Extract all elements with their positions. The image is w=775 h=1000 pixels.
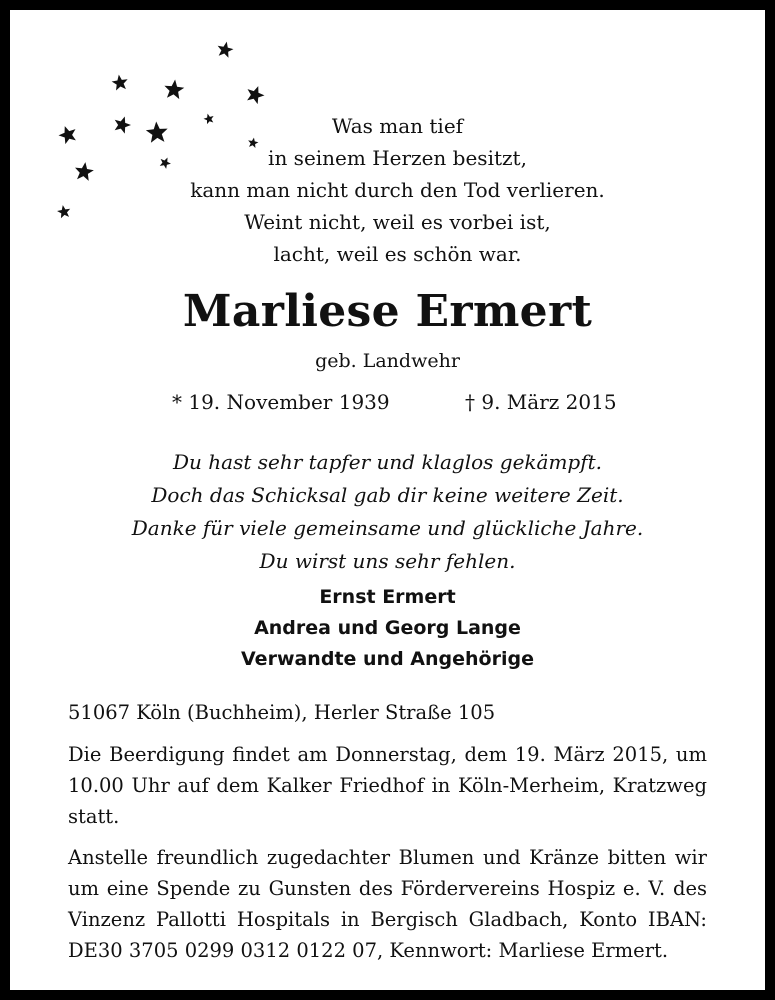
poem-line: kann man nicht durch den Tod verlieren. [190,178,605,202]
farewell-verse [10,446,765,578]
verse-line: Doch das Schicksal gab dir keine weitere Zeit. [151,483,624,507]
verse-line: Du hast sehr tapfer und klaglos gekämpft. [172,450,603,474]
poem-line: lacht, weil es schön war. [273,242,522,266]
mourner: Verwandte und Angehörige [241,648,534,670]
mourners-list [10,582,765,675]
poem-line: Weint nicht, weil es vorbei ist, [244,210,551,234]
verse-line: Du wirst uns sehr fehlen. [259,549,516,573]
star-icon [163,79,185,100]
address: 51067 Köln (Buchheim), Herler Straße 105 [68,701,496,724]
mourner: Ernst Ermert [319,586,456,608]
death-date: † 9. März 2015 [465,390,617,414]
poem [10,110,765,270]
mourner: Andrea und Georg Lange [254,617,521,639]
poem-line: in seinem Herzen besitzt, [268,146,527,170]
star-icon [216,40,235,58]
birth-date: * 19. November 1939 [172,390,390,414]
donation-notice: Anstelle freundlich zugedachter Blumen und Kränze bitten wir um eine Spende zu Gunsten des Fördervereins Hospiz e. V. des Vinzenz Pallotti Hospitals in Bergisch Gladbach, Konto IBAN: DE30 3705 0299 0312 0122 07, Kennwort: Marliese Ermert. [68,846,707,962]
poem-line: Was man tief [331,114,464,138]
maiden-name: geb. Landwehr [315,350,460,372]
star-icon [111,73,129,90]
deceased-name: Marliese Ermert [182,286,593,337]
funeral-notice: Die Beerdigung findet am Donnerstag, dem 19. März 2015, um 10.00 Uhr auf dem Kalker Friedhof in Köln-Merheim, Kratzweg statt. [68,743,707,828]
verse-line: Danke für viele gemeinsame und glückliche Jahre. [131,516,644,540]
star-icon [244,83,267,105]
